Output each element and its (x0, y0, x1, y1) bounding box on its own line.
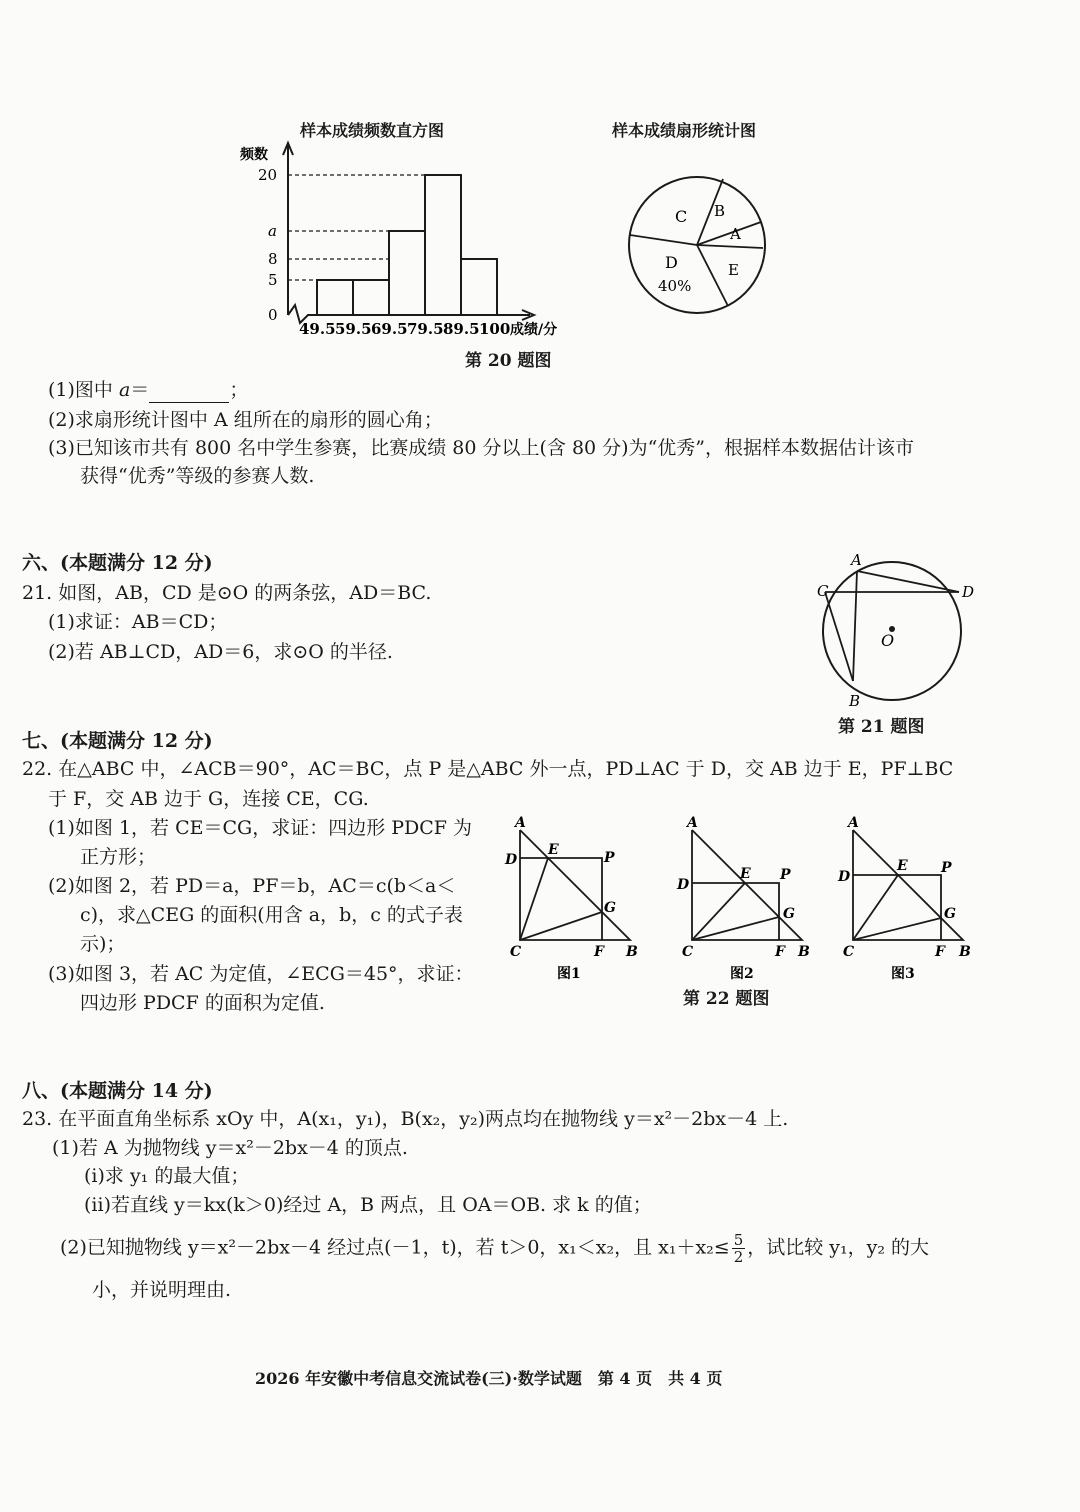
x-tick-69.5: 69.5 (371, 320, 408, 338)
q23-stem: 23. 在平面直角坐标系 xOy 中，A(x₁，y₁)，B(x₂，y₂)两点均在抛物线 y＝x²－2bx－4 上. (22, 1108, 789, 1130)
q20-part2: (2)求扇形统计图中 A 组所在的扇形的圆心角； (48, 409, 443, 431)
pie-label-d-percent: 40% (658, 277, 692, 295)
q22-part3-b: 四边形 PDCF 的面积为定值. (80, 992, 325, 1014)
x-tick-100: 100 (479, 320, 511, 338)
pie-label-d: D (665, 253, 678, 272)
q22-figure-1 (500, 810, 645, 980)
q21-part2: (2)若 AB⊥CD，AD＝6，求⊙O 的半径. (48, 641, 393, 663)
segment-cg (520, 912, 602, 940)
q22-part3-a: (3)如图 3，若 AC 为定值，∠ECG＝45°，求证： (48, 963, 474, 985)
y-tick-20: 20 (258, 166, 278, 184)
q23-part1: (1)若 A 为抛物线 y＝x²－2bx－4 的顶点. (52, 1137, 408, 1159)
label-g: G (604, 900, 616, 916)
section-7-heading: 七、(本题满分 12 分) (22, 730, 213, 752)
x-axis-label: 成绩/分 (510, 322, 558, 338)
q23-part2-a: (2)已知抛物线 y＝x²－2bx－4 经过点(－1，t)，若 t＞0，x₁＜x₂，且 x₁＋x₂≤ $\frac{5}{2}$ ，试比较 y₁，y₂ 的大 (60, 1231, 930, 1266)
q21-figure (805, 548, 985, 713)
label-c: C (510, 944, 522, 960)
q23-part2-c: 小，并说明理由. (92, 1279, 232, 1301)
label-c: C (817, 582, 829, 600)
histogram-bar-2 (353, 280, 389, 315)
q22-figure-3 (833, 810, 978, 980)
y-tick-5: 5 (268, 271, 278, 289)
label-d: D (962, 583, 975, 601)
y-tick-a: a (268, 222, 277, 240)
segment-cb (825, 592, 853, 681)
x-tick-89.5: 89.5 (443, 320, 480, 338)
q21-part1: (1)求证：AB＝CD； (48, 611, 228, 633)
fig2-label: 图2 (730, 966, 754, 980)
label-f: F (775, 944, 785, 960)
chord-ab (853, 571, 857, 681)
label-p: P (780, 867, 791, 883)
x-tick-79.5: 79.5 (407, 320, 444, 338)
pie-label-a: A (730, 225, 741, 243)
q22-part1-b: 正方形； (80, 846, 157, 868)
fig21-caption: 第 21 题图 (838, 717, 925, 737)
q22-part2-c: 示)； (80, 933, 126, 955)
q22-part1-a: (1)如图 1，若 CE＝CG，求证：四边形 PDCF 为 (48, 817, 473, 839)
label-f: F (594, 944, 604, 960)
q22-part2-b: c)，求△CEG 的面积(用含 a，b，c 的式子表 (80, 904, 463, 926)
label-d: D (677, 877, 690, 893)
pie-chart (620, 175, 780, 325)
q21-stem: 21. 如图，AB，CD 是⊙O 的两条弦，AD＝BC. (22, 582, 432, 604)
segment-ce (520, 858, 548, 940)
label-p: P (941, 860, 952, 876)
label-p: P (604, 850, 615, 866)
answer-blank[interactable] (149, 384, 229, 403)
label-c: C (843, 944, 855, 960)
pie-title: 样本成绩扇形统计图 (612, 121, 757, 140)
triangle-abc (520, 830, 630, 940)
histogram-bar-5 (461, 259, 497, 315)
segment-cg (692, 917, 779, 940)
q22-part2-a: (2)如图 2，若 PD＝a，PF＝b，AC＝c(b＜a＜ (48, 875, 456, 897)
fraction-five-halves: $\frac{5}{2}$ (733, 1231, 744, 1266)
section-6-heading: 六、(本题满分 12 分) (22, 552, 213, 574)
q20-part3-line1: (3)已知该市共有 800 名中学生参赛，比赛成绩 80 分以上(含 80 分)为“优秀”，根据样本数据估计该市 (48, 437, 915, 459)
histogram-chart (230, 135, 590, 345)
label-e: E (740, 866, 751, 882)
q23-part1-ii: (ii)若直线 y＝kx(k＞0)经过 A，B 两点，且 OA＝OB. 求 k 的值； (84, 1194, 652, 1216)
q23-part1-i: (i)求 y₁ 的最大值； (84, 1165, 250, 1187)
label-g: G (944, 906, 956, 922)
segment-ce (692, 883, 745, 940)
label-a: A (687, 815, 698, 831)
q20-part1: (1)图中 a＝ ； (48, 379, 249, 401)
q22-figure-2 (672, 810, 817, 980)
label-d: D (838, 869, 851, 885)
fig3-label: 图3 (891, 966, 915, 980)
label-b: B (626, 944, 638, 960)
pie-label-e: E (728, 261, 739, 279)
triangle-abc (853, 830, 963, 940)
label-f: F (935, 944, 945, 960)
y-tick-8: 8 (268, 250, 278, 268)
segment-ad (857, 571, 959, 592)
pie-divider-ae (697, 245, 763, 248)
segments-pd-pf (853, 875, 941, 940)
label-b: B (849, 692, 861, 710)
label-a: A (515, 815, 526, 831)
pie-label-c: C (675, 207, 688, 226)
histogram-bar-1 (317, 280, 353, 315)
pie-divider-ed (697, 245, 728, 306)
section-8-heading: 八、(本题满分 14 分) (22, 1080, 213, 1102)
label-b: B (959, 944, 971, 960)
fig22-caption: 第 22 题图 (683, 989, 770, 1009)
label-a: A (851, 551, 862, 569)
pie-divider-dc (630, 235, 697, 245)
pie-divider-ba (697, 222, 761, 245)
histogram-bar-3 (389, 231, 425, 315)
y-axis-label: 频数 (240, 147, 268, 163)
y-tick-0: 0 (268, 306, 278, 324)
q22-line1: 22. 在△ABC 中，∠ACB＝90°，AC＝BC，点 P 是△ABC 外一点，PD⊥AC 于 D，交 AB 边于 E，PF⊥BC (22, 758, 954, 780)
fig20-caption: 第 20 题图 (465, 351, 552, 371)
segments-pd-pf (692, 883, 779, 940)
label-e: E (548, 842, 559, 858)
label-e: E (897, 858, 908, 874)
q22-line2: 于 F，交 AB 边于 G，连接 CE，CG. (48, 788, 369, 810)
label-d: D (505, 852, 518, 868)
histogram-bar-4 (425, 175, 461, 315)
histogram-title: 样本成绩频数直方图 (300, 121, 445, 140)
pie-label-b: B (714, 202, 726, 220)
page-footer: 2026 年安徽中考信息交流试卷(三)·数学试题 第 4 页 共 4 页 (255, 1369, 723, 1388)
label-g: G (783, 906, 795, 922)
x-tick-49.5: 49.5 (299, 320, 336, 338)
label-a: A (848, 815, 859, 831)
q20-part3-line2: 获得“优秀”等级的参赛人数. (80, 465, 315, 487)
fig1-label: 图1 (557, 966, 581, 980)
label-c: C (682, 944, 694, 960)
x-tick-59.5: 59.5 (335, 320, 372, 338)
label-o: O (881, 631, 895, 650)
label-b: B (798, 944, 810, 960)
